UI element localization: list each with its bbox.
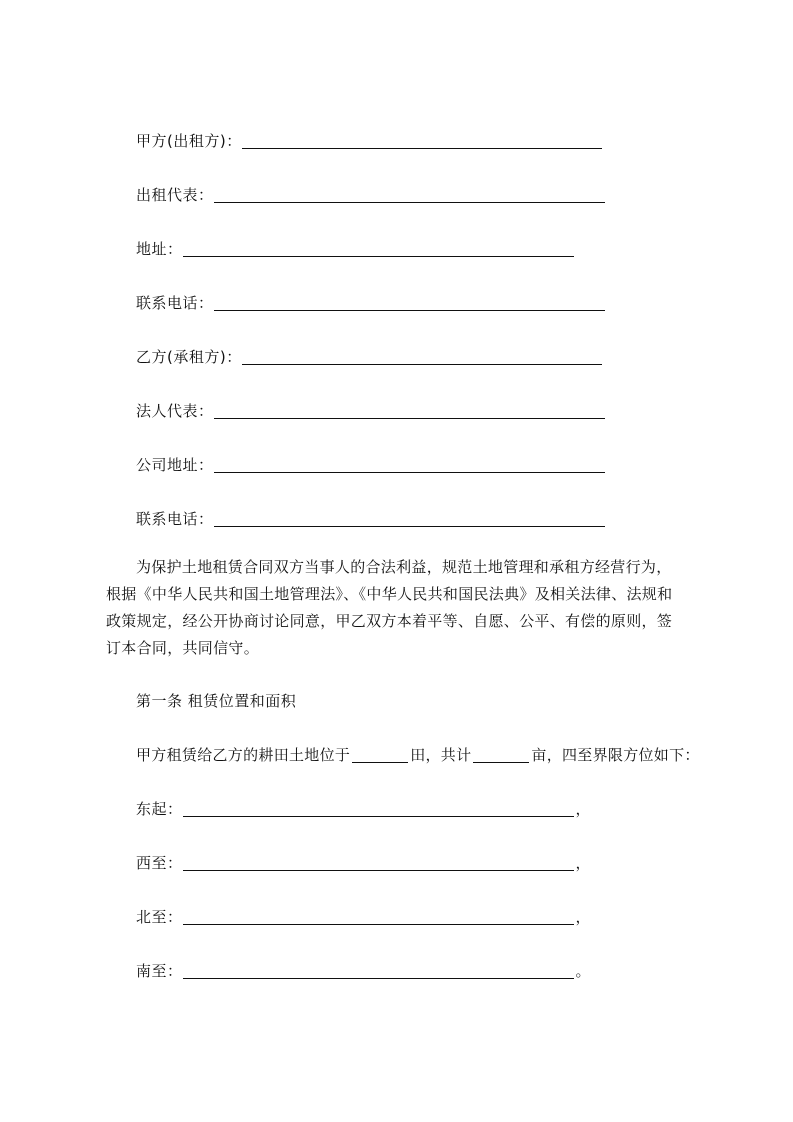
boundary-north [136, 906, 591, 928]
party-line-lessor-rep [136, 184, 605, 206]
location-blank[interactable] [352, 746, 408, 763]
party-line-legal-rep [136, 400, 605, 422]
field-label: 甲方(出租方)： [136, 132, 242, 150]
preamble-paragraph [106, 554, 706, 662]
boundary-punct: ， [575, 800, 591, 818]
field-label: 公司地址： [136, 456, 214, 474]
boundary-punct: ， [575, 908, 591, 926]
boundary-label: 西至： [136, 854, 183, 872]
preamble-line: 订本合同，共同信守。 [106, 639, 260, 657]
article-1-title: 第一条 租赁位置和面积 [136, 692, 297, 710]
boundary-label: 北至： [136, 908, 183, 926]
preamble-line: 政策规定，经公开协商讨论同意，甲乙双方本着平等、自愿、公平、有偿的原则，签 [106, 612, 673, 630]
sentence-text: 甲方租赁给乙方的耕田土地位于 [136, 746, 351, 764]
boundary-east [136, 798, 591, 820]
fill-blank[interactable] [183, 240, 574, 257]
boundary-label: 南至： [136, 962, 183, 980]
fill-blank[interactable] [242, 348, 602, 365]
party-line-lessee [136, 346, 602, 368]
fill-blank[interactable] [214, 186, 605, 203]
party-line-lessor [136, 130, 602, 152]
field-label: 联系电话： [136, 510, 214, 528]
fill-blank[interactable] [183, 800, 574, 817]
field-label: 乙方(承租方)： [136, 348, 242, 366]
boundary-label: 东起： [136, 800, 183, 818]
boundary-punct: 。 [575, 962, 591, 980]
fill-blank[interactable] [214, 456, 605, 473]
field-label: 地址： [136, 240, 183, 258]
party-line-phone [136, 292, 605, 314]
sentence-text: 田，共计 [410, 746, 472, 764]
field-label: 出租代表： [136, 186, 214, 204]
preamble-line: 为保护土地租赁合同双方当事人的合法利益，规范土地管理和承租方经营行为， [136, 558, 672, 576]
fill-blank[interactable] [183, 962, 574, 979]
fill-blank[interactable] [242, 132, 602, 149]
fill-blank[interactable] [214, 402, 605, 419]
fill-blank[interactable] [214, 294, 605, 311]
party-line-phone-2 [136, 508, 605, 530]
boundary-south [136, 960, 591, 982]
article-1-sentence [136, 744, 700, 766]
party-line-address [136, 238, 574, 260]
sentence-text: 亩，四至界限方位如下： [531, 746, 700, 764]
preamble-line: 根据《中华人民共和国土地管理法》、《中华人民共和国民法典》及相关法律、法规和 [106, 585, 673, 603]
fill-blank[interactable] [214, 510, 605, 527]
boundary-west [136, 852, 591, 874]
area-blank[interactable] [473, 746, 529, 763]
boundary-punct: ， [575, 854, 591, 872]
party-line-company-address [136, 454, 605, 476]
field-label: 法人代表： [136, 402, 214, 420]
field-label: 联系电话： [136, 294, 214, 312]
fill-blank[interactable] [183, 908, 574, 925]
fill-blank[interactable] [183, 854, 574, 871]
